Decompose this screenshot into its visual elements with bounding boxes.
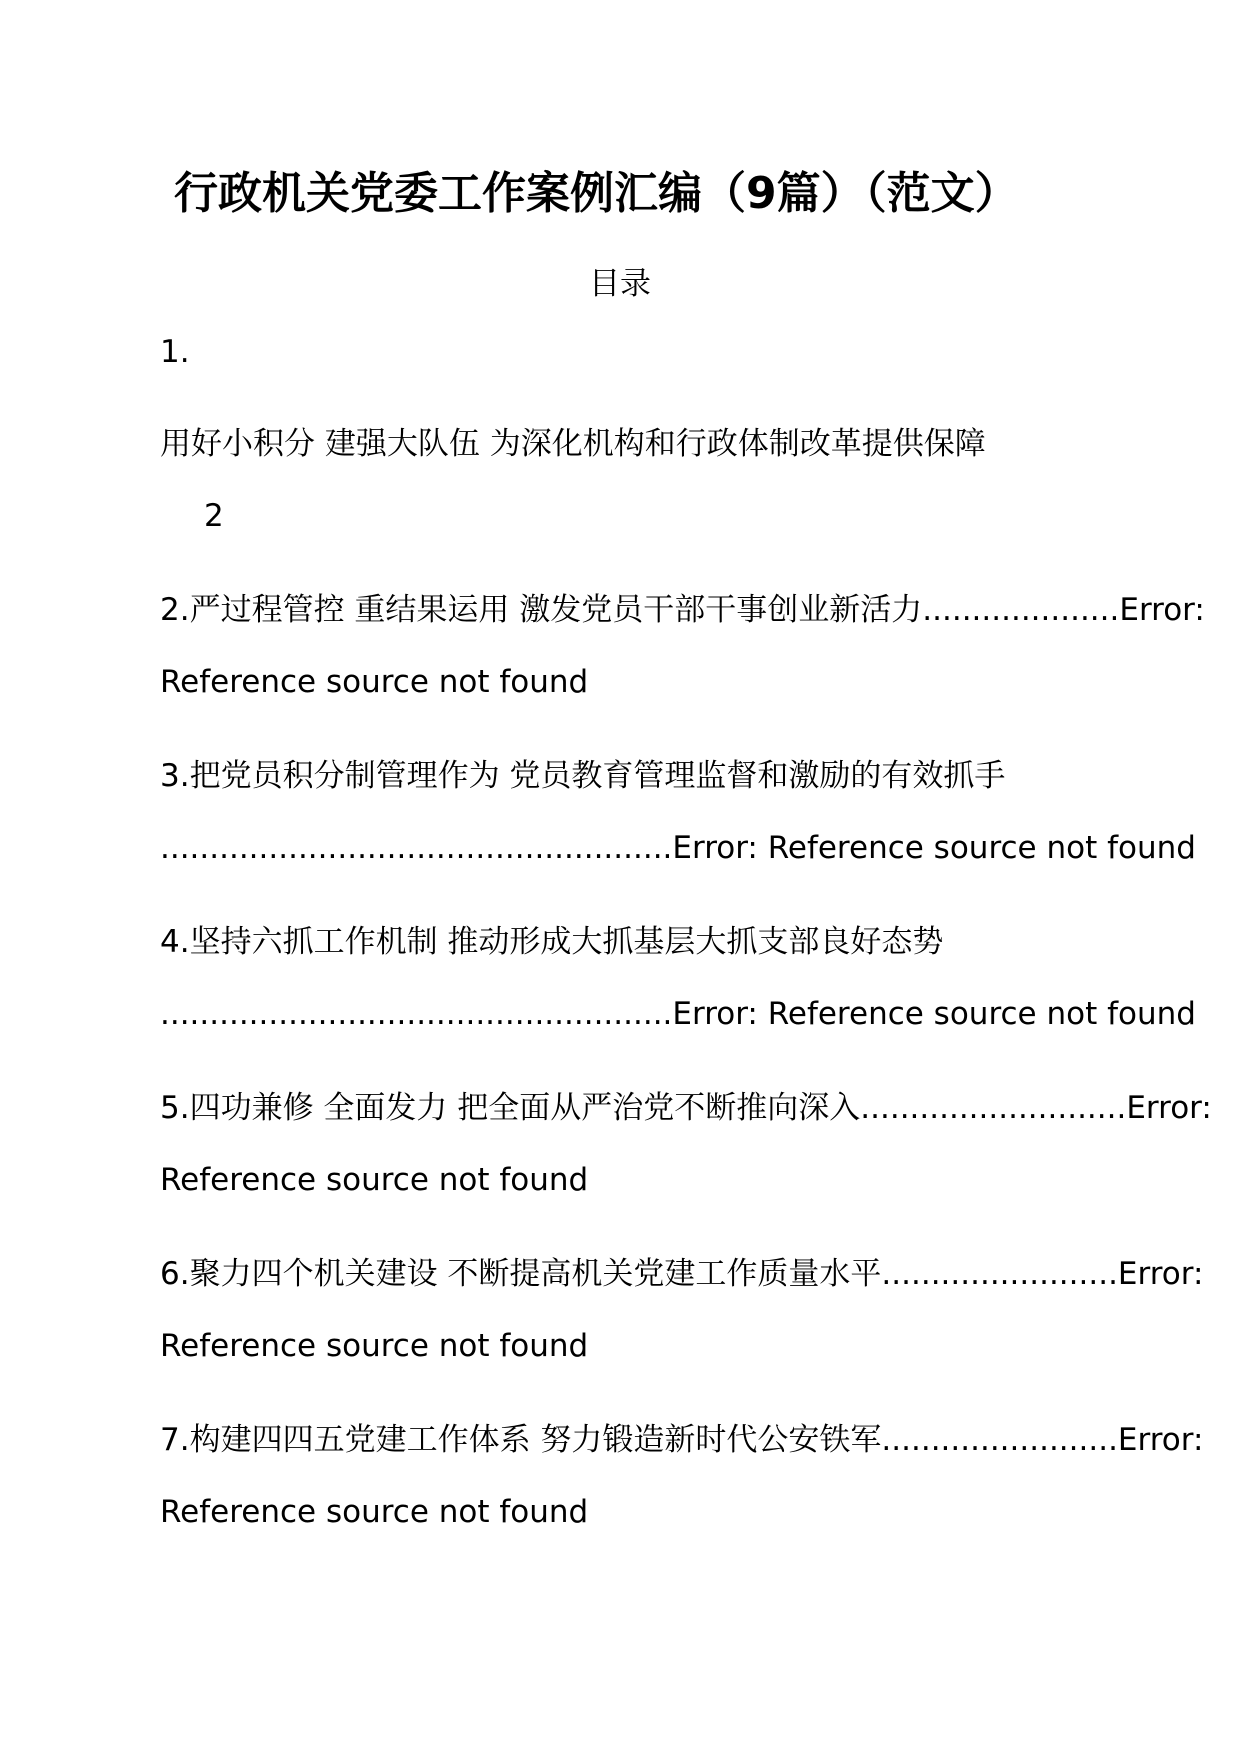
toc-line: Reference source not found: [160, 1162, 589, 1198]
document-title: 行政机关党委工作案例汇编（9篇）（范文）: [174, 168, 1019, 219]
toc-line: 1.: [160, 334, 190, 370]
toc-line: Reference source not found: [160, 1494, 589, 1530]
toc-line: 6.聚力四个机关建设 不断提高机关党建工作质量水平........................Error:: [160, 1256, 1204, 1292]
toc-line: 7.构建四四五党建工作体系 努力锻造新时代公安铁军........................Error:: [160, 1422, 1204, 1458]
toc-line: 用好小积分 建强大队伍 为深化机构和行政体制改革提供保障: [160, 426, 986, 462]
toc-line: 3.把党员积分制管理作为 党员教育管理监督和激励的有效抓手: [160, 758, 1006, 794]
toc-heading: 目录: [589, 266, 651, 302]
toc-line: 2.严过程管控 重结果运用 激发党员干部干事创业新活力....................Error:: [160, 592, 1205, 628]
toc-line: ....................................................Error: Reference source not found: [160, 996, 1196, 1032]
toc-page-number: 2: [204, 498, 224, 534]
toc-line: 4.坚持六抓工作机制 推动形成大抓基层大抓支部良好态势: [160, 924, 944, 960]
toc-line: ....................................................Error: Reference source not found: [160, 830, 1196, 866]
toc-line: Reference source not found: [160, 1328, 589, 1364]
toc-line: Reference source not found: [160, 664, 589, 700]
toc-line: 5.四功兼修 全面发力 把全面从严治党不断推向深入...........................Error:: [160, 1090, 1212, 1126]
